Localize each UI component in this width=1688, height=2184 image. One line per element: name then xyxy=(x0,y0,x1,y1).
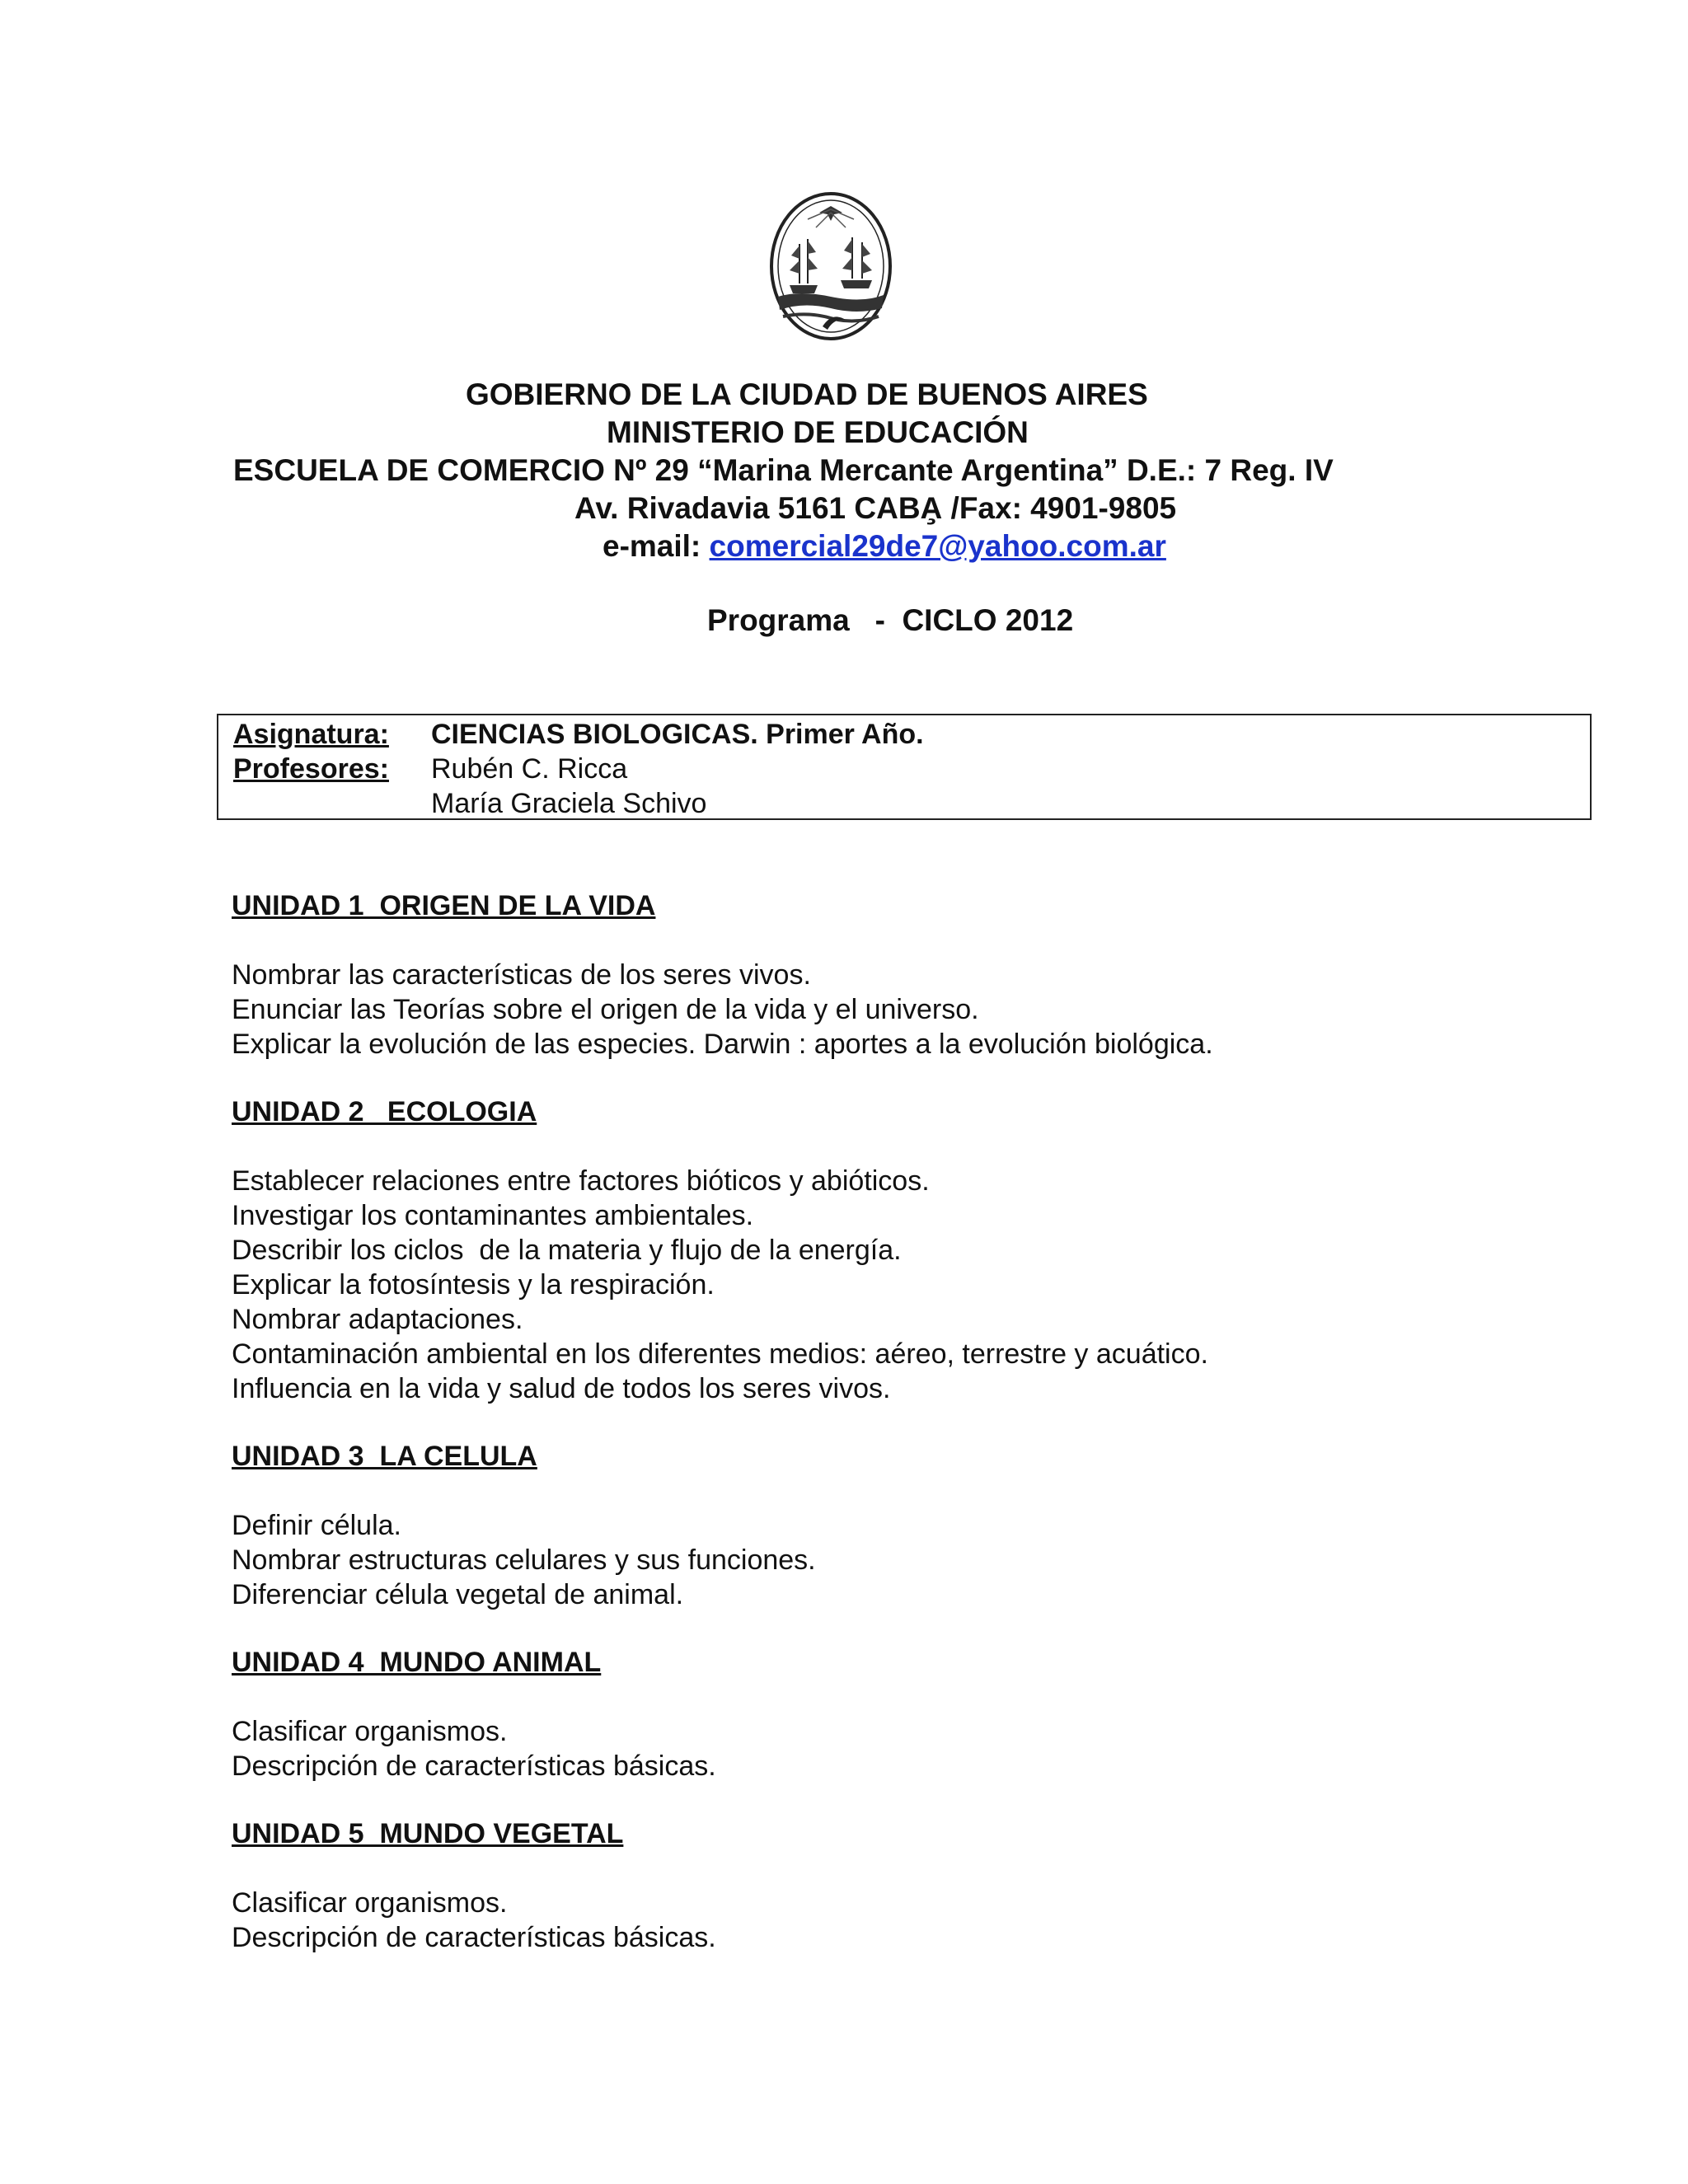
ministry-title: MINISTERIO DE EDUCACIÓN xyxy=(607,415,1029,449)
unit-item: Describir los ciclos de la materia y flujo de la energía. xyxy=(232,1235,902,1266)
unit-item: Enunciar las Teorías sobre el origen de la vida y el universo. xyxy=(232,994,979,1025)
subject-info-box xyxy=(217,714,1592,820)
unit-item: Explicar la evolución de las especies. Darwin : aportes a la evolución biológica. xyxy=(232,1029,1213,1060)
school-title: ESCUELA DE COMERCIO Nº 29 “Marina Mercante Argentina” D.E.: 7 Reg. IV xyxy=(233,453,1334,487)
email-line xyxy=(603,527,1166,565)
unit-item: Clasificar organismos. xyxy=(232,1716,508,1747)
unit-item: Nombrar adaptaciones. xyxy=(232,1304,523,1335)
unit-item: Nombrar estructuras celulares y sus funciones. xyxy=(232,1544,816,1576)
subject-label: Asignatura: xyxy=(233,719,389,750)
teacher-name: Rubén C. Ricca xyxy=(431,753,628,785)
unit-title: UNIDAD 4 MUNDO ANIMAL xyxy=(232,1647,602,1678)
unit-item: Investigar los contaminantes ambientales. xyxy=(232,1200,754,1231)
unit-item: Diferenciar célula vegetal de animal. xyxy=(232,1579,684,1610)
unit-title: UNIDAD 5 MUNDO VEGETAL xyxy=(232,1818,624,1849)
unit-item: Explicar la fotosíntesis y la respiración. xyxy=(232,1269,715,1301)
unit-item: Nombrar las características de los seres vivos. xyxy=(232,959,811,991)
unit-item: Definir célula. xyxy=(232,1510,401,1541)
government-title: GOBIERNO DE LA CIUDAD DE BUENOS AIRES xyxy=(466,377,1148,411)
unit-item: Descripción de características básicas. xyxy=(232,1750,716,1782)
unit-item: Influencia en la vida y salud de todos los seres vivos. xyxy=(232,1373,891,1404)
unit-item: Descripción de características básicas. xyxy=(232,1922,716,1953)
email-label: e-mail: xyxy=(603,529,701,563)
unit-item: Contaminación ambiental en los diferentes medios: aéreo, terrestre y acuático. xyxy=(232,1338,1208,1370)
unit-title: UNIDAD 3 LA CELULA xyxy=(232,1441,537,1472)
teachers-label: Profesores: xyxy=(233,753,389,785)
unit-title: UNIDAD 2 ECOLOGIA xyxy=(232,1096,537,1127)
unit-item: Establecer relaciones entre factores bióticos y abióticos. xyxy=(232,1165,930,1197)
email-link[interactable]: comercial29de7@yahoo.com.ar xyxy=(709,529,1166,563)
unit-item: Clasificar organismos. xyxy=(232,1887,508,1919)
unit-title: UNIDAD 1 ORIGEN DE LA VIDA xyxy=(232,890,656,921)
subject-value: CIENCIAS BIOLOGICAS. Primer Año. xyxy=(431,719,924,750)
address-line: Av. Rivadavia 5161 CABA̧ /Fax: 4901-9805 xyxy=(574,491,1177,525)
program-title: Programa - CICLO 2012 xyxy=(707,603,1074,637)
teacher-name: María Graciela Schivo xyxy=(431,788,707,819)
city-seal-icon xyxy=(767,188,895,344)
